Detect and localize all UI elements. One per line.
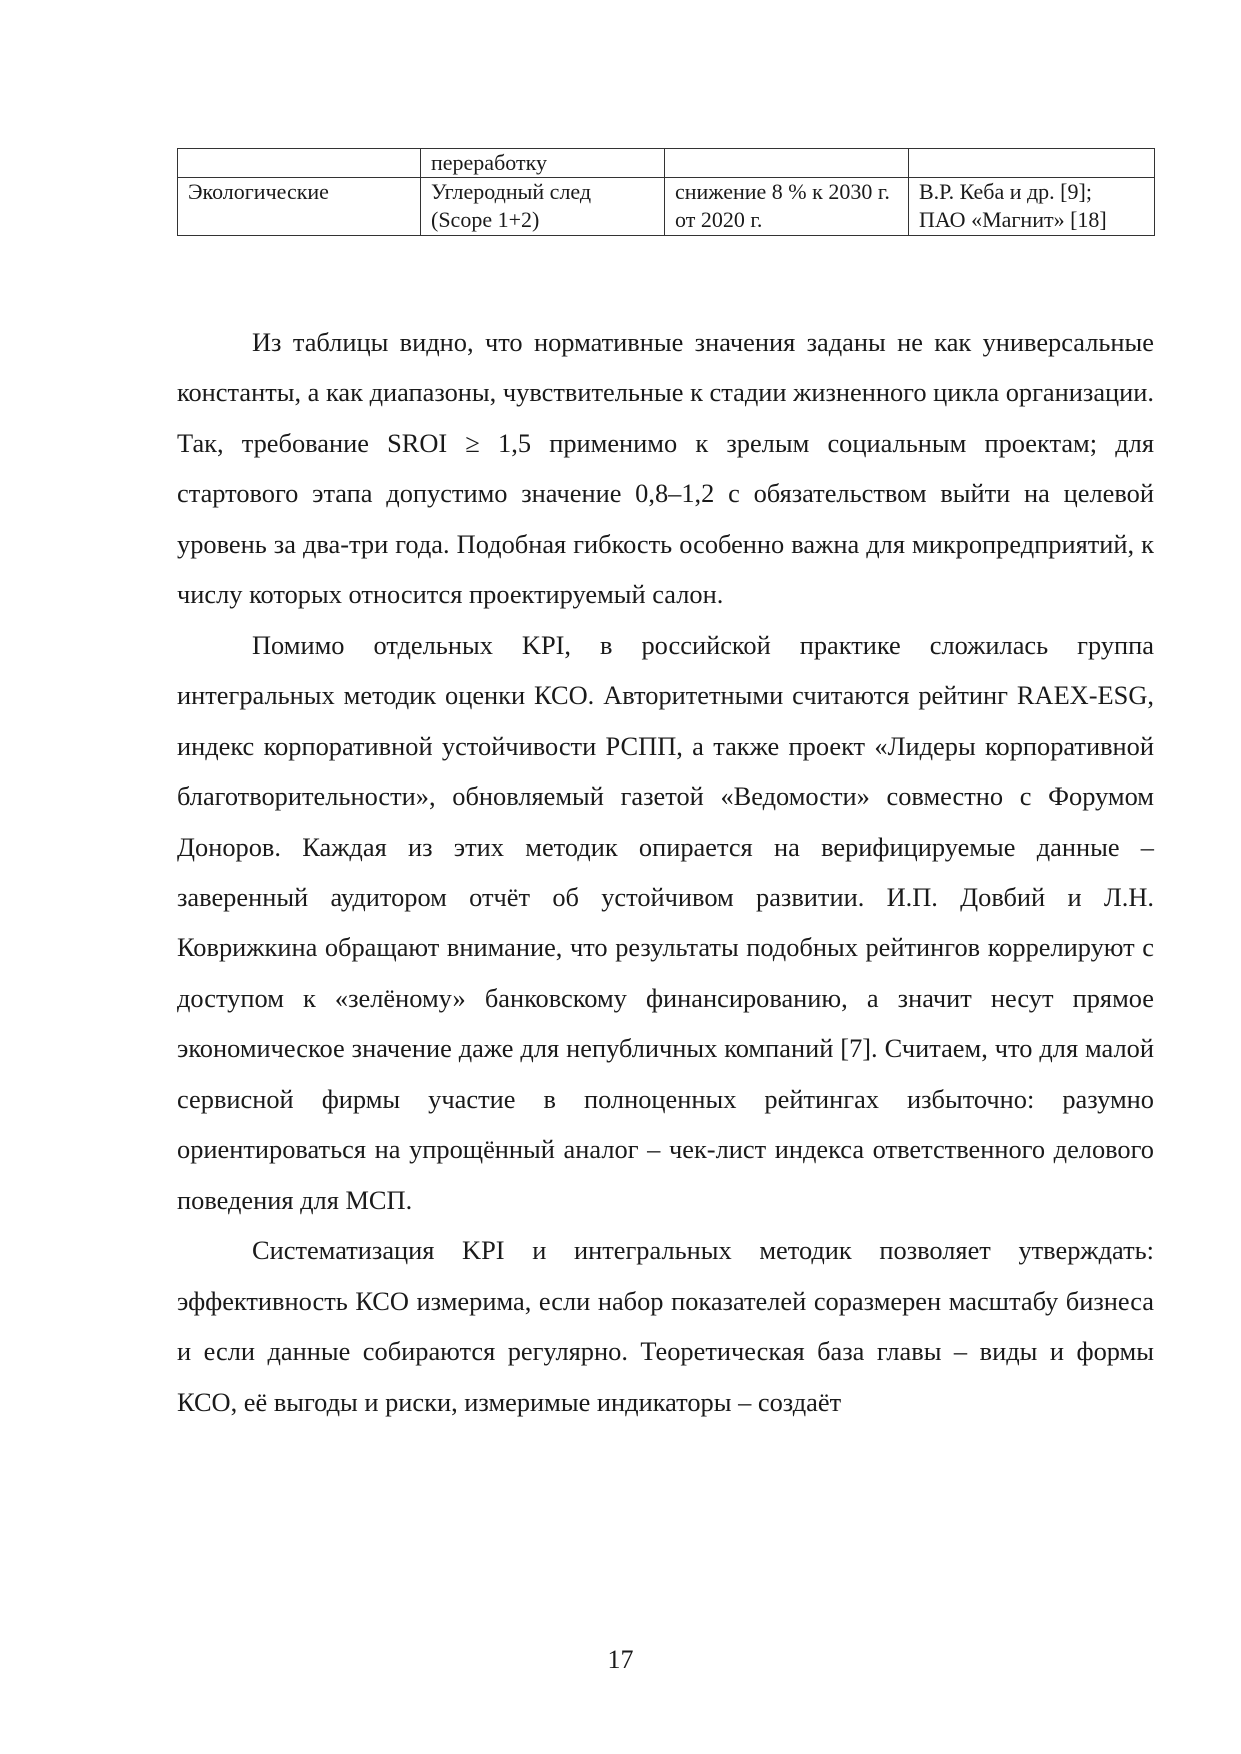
table-cell-indicator: Углеродный след (Scope 1+2): [421, 178, 665, 236]
kpi-table: [177, 148, 1155, 236]
table-cell-norm: снижение 8 % к 2030 г. от 2020 г.: [665, 178, 909, 236]
paragraph: Помимо отдельных KPI, в российской практике сложилась группа интегральных методик оценки КСО. Авторитетными считаются рейтинг RAEX-ESG, индекс корпоративной устойчивости РСПП, а также проект «Лидеры корпоративной благотворительности», обновляемый газетой «Ведомости» совместно с Форумом Доноров. Каждая из этих методик опирается на верифицируемые данные – заверенный аудитором отчёт об устойчивом развитии. И.П. Довбий и Л.Н. Коврижкина обращают внимание, что результаты подобных рейтингов коррелируют с доступом к «зелёному» банковскому финансированию, а значит несут прямое экономическое значение даже для непубличных компаний [7]. Считаем, что для малой сервисной фирмы участие в полноценных рейтингах избыточно: разумно ориентироваться на упрощённый аналог – чек-лист индекса ответственного делового поведения для МСП.: [177, 629, 1154, 1215]
table-cell: переработку: [421, 149, 665, 178]
table-cell-source: В.Р. Кеба и др. [9]; ПАО «Магнит» [18]: [909, 178, 1155, 236]
table-row: [178, 178, 1155, 236]
table-cell: [909, 149, 1155, 178]
paragraph: Систематизация KPI и интегральных методик позволяет утверждать: эффективность КСО измерима, если набор показателей соразмерен масштабу бизнеса и если данные собираются регулярно. Теоретическая база главы – виды и формы КСО, её выгоды и риски, измеримые индикаторы – создаёт: [177, 1235, 1154, 1417]
table-cell: [178, 149, 421, 178]
table-row: [178, 149, 1155, 178]
table-cell-category: Экологические: [178, 178, 421, 236]
paragraph: Из таблицы видно, что нормативные значения заданы не как универсальные константы, а как диапазоны, чувствительные к стадии жизненного цикла организации. Так, требование SROI ≥ 1,5 применимо к зрелым социальным проектам; для стартового этапа допустимо значение 0,8–1,2 с обязательством выйти на целевой уровень за два-три года. Подобная гибкость особенно важна для микропредприятий, к числу которых относится проектируемый салон.: [177, 327, 1154, 610]
page-number: 17: [607, 1645, 634, 1674]
body-text: [177, 317, 1154, 1427]
table-cell: [665, 149, 909, 178]
